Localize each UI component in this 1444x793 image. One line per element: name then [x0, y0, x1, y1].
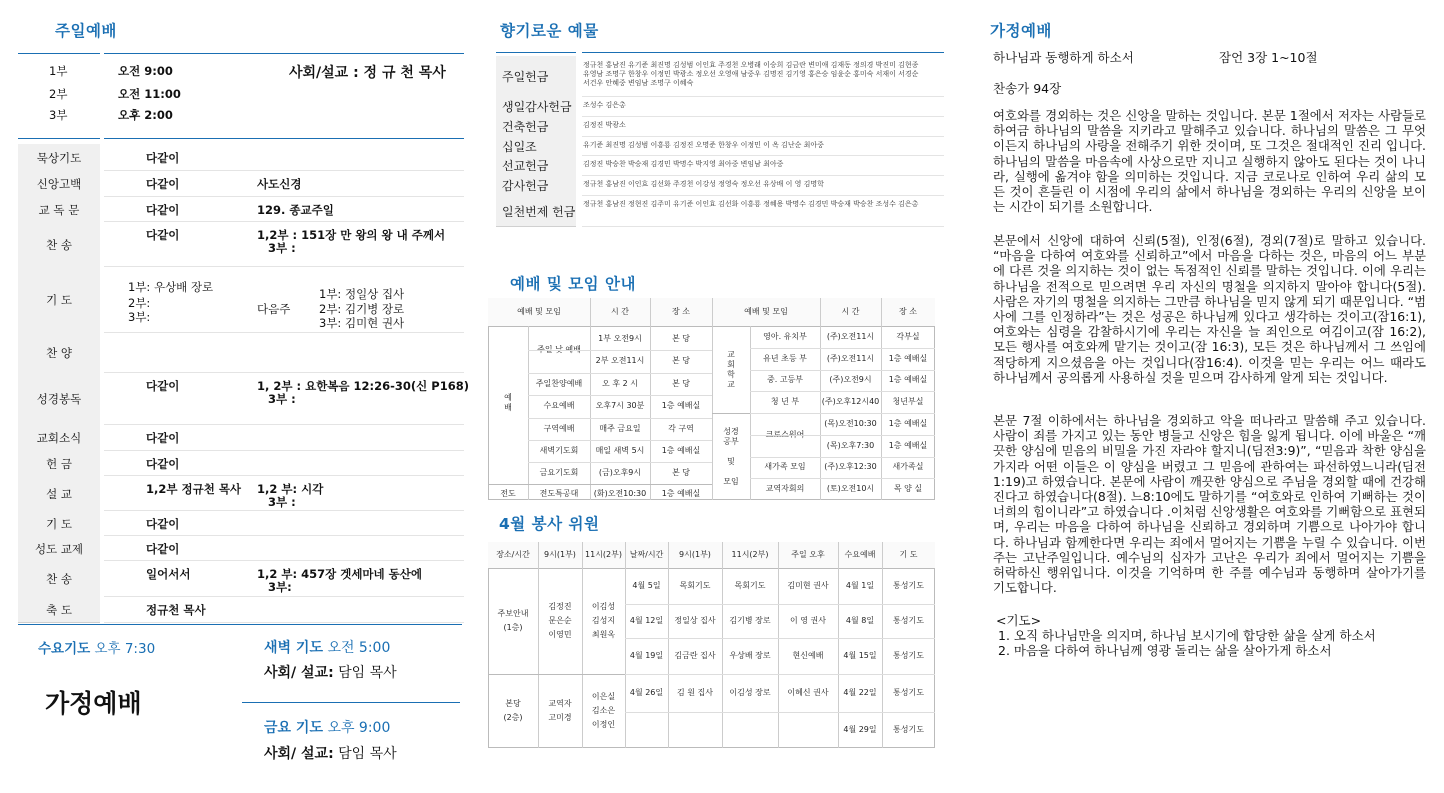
order-item-label: 교 독 문: [38, 202, 80, 217]
schedule-time: 오 후 2 시: [602, 378, 638, 388]
service-cell: 김금란 집사: [674, 651, 716, 660]
friday-prayer-time: 오후 9:00: [327, 720, 391, 736]
offering-label: 십일조: [502, 139, 537, 154]
service-cell: 4월 12일: [629, 616, 664, 625]
schedule-header: 예배 및 모임: [744, 307, 788, 316]
family-worship-title: 가정예배: [990, 22, 1052, 40]
sunday-worship-title: 주일예배: [55, 22, 117, 40]
schedule-time: (목)오전10:30: [824, 418, 877, 428]
schedule-name: 새가족 모임: [764, 462, 806, 472]
offering-title: 향기로운 예물: [500, 22, 599, 40]
order-item-label: 찬 송: [46, 237, 72, 252]
row-divider: [104, 560, 464, 561]
prayer-next-week-2: 2부: 김기병 장로: [319, 302, 405, 316]
row-divider: [104, 510, 464, 511]
wednesday-prayer: [38, 637, 155, 657]
prayer-heading: <기도>: [996, 613, 1042, 628]
schedule-place: 새가족실: [892, 462, 924, 472]
schedule-place: 1층 예배실: [888, 375, 928, 385]
offering-label: 건축헌금: [502, 120, 549, 134]
order-item-label: 기 도: [46, 516, 72, 531]
service-cell: 이김성 장로: [729, 688, 771, 697]
divider: [18, 624, 462, 625]
service-header: 장소/시간: [496, 550, 530, 559]
order-performer: 다같이: [146, 379, 180, 393]
service-group-place: 주보안내 (1층): [497, 609, 529, 632]
order-detail-3rd: 3부 :: [268, 241, 296, 255]
divider: [242, 702, 460, 703]
hymn-number: 찬송가 94장: [993, 81, 1062, 96]
row-divider: [104, 221, 464, 222]
paragraph-1: 여호와를 경외하는 것은 신앙을 말하는 것입니다. 본문 1절에서 저자는 사람들로 하여금 하나님의 말씀을 지키라고 말해주고 있습니다. 하나님의 말씀은 그 무엇이든지 하나님의 사랑을 전해주기 위한 것이며, 또 그것은 절대적인 진리 입니다. 하나님의 말씀을 마음속에 사상으로만 지니고 실행하지 않아도 된다는 것이 나니라, 실행에 옮겨야 함을 의미하는 것입니다. 지금 코로나로 인하여 우리 삶의 모든 것이 흔들린 이 시점에 우리의 삶에서 하나님을 경외하는 우리의 신앙을 보이는 시간이 되기를 소원합니다.: [993, 108, 1426, 215]
row-divider: [528, 373, 712, 374]
row-divider: [582, 136, 944, 137]
service-part: 2부: [49, 87, 68, 101]
order-detail: 1, 2부 : 요한복음 12:26-30(신 P168): [257, 379, 469, 393]
service-cell: 통성기도: [893, 725, 924, 734]
service-header: 9시(1부): [679, 550, 711, 559]
order-performer: 다같이: [146, 431, 180, 445]
offering-label: 일천번제 헌금: [502, 204, 576, 219]
service-cell: 목회기도: [679, 581, 711, 590]
row-divider: [496, 226, 576, 227]
row-divider: [18, 622, 100, 623]
service-cell: 정일상 집사: [674, 616, 716, 625]
row-divider: [104, 424, 464, 425]
row-divider: [104, 266, 464, 267]
schedule-header: 시 간: [841, 307, 860, 316]
service-cell: 4월 5일: [632, 581, 661, 590]
service-cell: 이혜신 권사: [787, 688, 829, 697]
row-divider: [582, 96, 944, 97]
schedule-time: (화)오전10:30: [593, 489, 647, 498]
offering-names: 유기준 최진명 김성범 이흥룡 김정진 오명준 한창우 이정민 이 옥 김난순 최아중: [583, 141, 824, 149]
service-cell: 통성기도: [893, 651, 924, 660]
row-divider: [104, 372, 464, 373]
service-header: 수요예배: [844, 550, 876, 559]
offering-names: 김정진 박승찬 박승재 김경민 박명수 박지영 최아중 변임남 최아중: [583, 160, 784, 168]
row-divider: [104, 450, 464, 451]
schedule-place: 각 구역: [668, 423, 694, 433]
service-cell: 김 원 집사: [677, 688, 713, 697]
schedule-name: 영아. 유치부: [763, 331, 807, 341]
service-cell: 4월 26일: [629, 688, 664, 697]
order-item-label: 축 도: [46, 603, 72, 617]
order-detail: 1,2부 : 151장 만 왕의 왕 내 주께서: [257, 228, 446, 242]
schedule-time: (주)오전11시: [826, 353, 875, 363]
dawn-prayer-time: 오전 5:00: [327, 640, 391, 656]
row-divider: [582, 155, 944, 156]
schedule-time: 1부 오전9시: [598, 334, 642, 343]
order-item-label: 신앙고백: [36, 177, 82, 191]
dawn-host: [264, 662, 397, 682]
order-detail: 129. 종교주일: [257, 203, 334, 217]
order-performer: 다같이: [146, 177, 180, 191]
prayer-this-week-1: 1부: 우상배 장로: [128, 280, 214, 294]
service-time: 오전 11:00: [118, 87, 181, 101]
schedule-time: (금)오후9시: [598, 468, 642, 478]
schedule-place: 1층 예배실: [888, 418, 928, 428]
schedule-name: 유년 초등 부: [763, 353, 807, 363]
service-cell: 4월 15일: [843, 651, 877, 660]
service-header: 날짜/시간: [629, 550, 664, 559]
service-header: 주일 오후: [791, 550, 825, 559]
order-performer: 다같이: [146, 542, 180, 556]
row-divider: [104, 622, 464, 623]
schedule-name: 크로스워어: [765, 429, 805, 439]
service-cell: 4월 29일: [843, 725, 877, 734]
order-performer: 다같이: [146, 517, 180, 531]
next-week-label: 다음주: [257, 302, 291, 316]
row-divider: [528, 462, 712, 463]
prayer-item-1: 1. 오직 하나님만을 의지며, 하나님 보시기에 합당한 삶을 살게 하소서: [998, 628, 1376, 643]
row-divider: [104, 170, 464, 171]
offering-names: 정규천 홍남진 유기준 최진명 김성범 이인효 주경천 오병래 이승희 김금란 변미애 김재동 정의경 박진미 김현종 유영남 조명구 한창우 이정민 박광소 정오선 오영애 남중우 김명진 김기영 홍은승 임윤순 홍미숙 서재이 서경순 서건우 안혜중 변임남 조명구 이혜숙: [583, 61, 919, 87]
order-item-label: 헌 금: [46, 456, 72, 471]
order-performer: 1,2부 정규천 목사: [146, 482, 242, 496]
order-item-label: 찬 양: [46, 346, 72, 360]
row-divider: [582, 195, 944, 196]
schedule-time: (주)오전9시: [829, 375, 872, 385]
service-time: 오전 9:00: [118, 64, 173, 78]
order-performer: 일어서서: [146, 567, 191, 581]
order-item-label: 성도 교제: [34, 541, 84, 556]
scripture-reference: 잠언 3장 1~10절: [1219, 50, 1318, 65]
schedule-name: 주일 낮 예배: [537, 345, 581, 354]
service-group-9am: 교역자 고미경: [548, 699, 572, 722]
schedule-place: 각부실: [896, 331, 920, 341]
service-cell: 통성기도: [893, 581, 924, 590]
service-cell: 김미현 권사: [787, 581, 829, 590]
schedule-place: 목 양 실: [893, 484, 923, 494]
wednesday-prayer-time: 오후 7:30: [94, 641, 156, 657]
order-performer: 정규천 목사: [146, 603, 206, 617]
offering-label: 주일헌금: [502, 70, 549, 84]
schedule-header: 시 간: [611, 307, 629, 316]
order-detail: 1,2 부: 시각: [257, 482, 324, 496]
schedule-time: 2부 오전11시: [595, 356, 645, 366]
order-detail-3rd: 3부:: [268, 580, 292, 594]
schedule-name: 청 년 부: [770, 397, 800, 407]
order-performer: 다같이: [146, 203, 180, 217]
row-divider: [104, 475, 464, 476]
schedule-time: (토)오전10시: [826, 484, 875, 494]
divider: [496, 52, 576, 53]
row-divider: [528, 350, 712, 351]
service-header: 기 도: [899, 550, 918, 559]
divider: [582, 52, 944, 53]
offering-names: 정규천 홍남진 이인효 김선화 주경천 이강성 정영숙 정오선 유상배 이 영 김명학: [583, 180, 824, 188]
prayer-this-week-3: 3부:: [128, 310, 151, 324]
order-item-label: 기 도: [46, 293, 72, 307]
prayer-next-week-3: 3부: 김미현 권사: [319, 316, 405, 330]
order-detail: 사도신경: [257, 177, 302, 191]
schedule-time: (주)오후12시40: [821, 397, 880, 407]
schedule-place: 1층 예배실: [661, 489, 701, 498]
row-divider: [582, 226, 944, 227]
dawn-host-label: 사회/ 설교:: [264, 665, 334, 681]
sermon-title: 하나님과 동행하게 하소서: [993, 50, 1134, 65]
service-group-9am: 김정진 문은순 이영민: [548, 602, 572, 639]
schedule-header: 장 소: [899, 307, 917, 316]
schedule-group-study: 성경 공부 및 모임: [723, 426, 739, 486]
divider: [18, 53, 100, 54]
friday-prayer-label: 금요 기도: [264, 720, 323, 736]
schedule-place: 본 당: [672, 356, 690, 366]
service-group-place: 본당 (2층): [503, 699, 523, 722]
offering-names: 정규천 홍남진 정현진 김주미 유기준 이인효 김선화 이흥룡 정혜용 박명수 김경민 박승재 박승찬 조성수 김은총: [583, 200, 919, 208]
service-cell: 4월 8일: [845, 616, 875, 625]
row-divider: [582, 116, 944, 117]
row-divider: [104, 196, 464, 197]
order-item-label: 설 교: [46, 486, 72, 501]
friday-host: [264, 743, 397, 763]
order-detail-3rd: 3부 :: [268, 495, 296, 509]
service-cell: 목회기도: [734, 581, 766, 590]
dawn-host-name: 담임 목사: [338, 665, 397, 681]
schedule-place: 1층 예배실: [888, 353, 928, 363]
prayer-item-2: 2. 마음을 다하여 하나님께 영광 돌리는 삶을 살아가게 하소서: [998, 643, 1332, 658]
schedule-time: 오후7시 30분: [595, 401, 645, 411]
order-detail: 1,2 부: 457장 겟세마네 동산에: [257, 567, 422, 581]
schedule-place: 본 당: [672, 468, 690, 478]
host-preacher: 사회/설교 : 정 규 천 목사: [289, 65, 446, 81]
schedule-time: 매일 새벽 5시: [595, 446, 645, 455]
schedule-name: 주일찬양예배: [535, 378, 583, 388]
offering-label: 생일감사헌금: [502, 100, 572, 114]
row-divider: [528, 440, 712, 441]
service-cell: 이 영 권사: [790, 616, 826, 625]
order-item-label: 성경봉독: [36, 392, 82, 406]
row-divider: [104, 535, 464, 536]
row-divider: [104, 332, 464, 333]
schedule-place: 본 당: [672, 378, 690, 388]
dawn-prayer: [264, 637, 390, 657]
order-detail-3rd: 3부 :: [268, 392, 296, 406]
schedule-name: 수요예배: [543, 401, 575, 411]
family-worship-heading: 가정예배: [45, 689, 142, 718]
schedule-time: (목)오후7:30: [826, 440, 875, 450]
order-performer: 다같이: [146, 151, 180, 165]
friday-prayer: [264, 717, 390, 737]
schedule-place: 청년부실: [892, 397, 924, 407]
service-header: 9시(1부): [544, 550, 576, 559]
offering-names: 김정진 박광소: [583, 121, 626, 129]
service-time: 오후 2:00: [118, 108, 173, 122]
schedule-title: 예배 및 모임 안내: [510, 275, 637, 293]
service-cell: 현신예배: [792, 651, 824, 660]
dawn-prayer-label: 새벽 기도: [264, 640, 323, 656]
offering-label: 감사헌금: [502, 179, 549, 193]
service-cell: 통성기도: [893, 688, 924, 697]
schedule-place: 1층 예배실: [661, 446, 701, 455]
service-cell: 4월 22일: [843, 688, 877, 697]
friday-host-name: 담임 목사: [338, 746, 397, 762]
schedule-group-evangelism: 전도: [500, 489, 516, 498]
offering-label: 선교헌금: [502, 159, 549, 173]
service-header: 11시(2부): [731, 550, 769, 559]
schedule-place: 본 당: [672, 334, 690, 343]
service-group-11am: 이은실 김소은 이정인: [591, 692, 616, 729]
schedule-name: 전도특공대: [539, 489, 579, 498]
schedule-name: 금요기도회: [539, 468, 579, 478]
divider: [18, 138, 100, 139]
schedule-name: 구역예배: [543, 423, 575, 433]
order-item-label: 묵상기도: [36, 151, 82, 165]
schedule-name: 중. 고등부: [767, 375, 803, 385]
offering-names: 조성수 김은총: [583, 101, 626, 109]
row-divider: [528, 418, 712, 419]
schedule-name: 새벽기도회: [539, 446, 579, 455]
friday-host-label: 사회/ 설교:: [264, 746, 334, 762]
schedule-time: 매주 금요일: [599, 423, 641, 433]
service-header: 11시(2부): [585, 550, 622, 559]
divider: [104, 138, 464, 139]
service-cell: 통성기도: [893, 616, 924, 625]
divider: [104, 53, 464, 54]
schedule-name: 교역자회의: [765, 484, 805, 494]
service-group-11am: 이김성 김성지 최원옥: [591, 602, 616, 639]
service-committee-title: 4월 봉사 위원: [499, 515, 600, 533]
schedule-header: 예배 및 모임: [517, 307, 561, 316]
schedule-group-worship: 예 배: [504, 393, 512, 412]
service-cell: 4월 19일: [629, 651, 664, 660]
paragraph-2: 본문에서 신앙에 대하여 신뢰(5절), 인정(6절), 경외(7절)로 말하고 있습니다. “마음을 다하여 여호와를 신뢰하고”에서 마음을 다하는 것은, 마음의 어느 부분에 다른 것을 의지하는 것이 없는 독점적인 신뢰를 말하는 것입니다. 이에 우리는 하나님을 전적으로 믿으려면 우리 자신의 명철을 의지하지 말아야 합니다(5절). 사람은 자기의 명철을 의지하는 그만큼 하나님을 믿지 않게 되기 때문입니다. “범사에 그를 인정하라”는 것은 성공은 하나님께 있다고 생각하는 것이고(잠16:1), 여호와는 심령을 감찰하시기에 우리는 자신을 늘 죄인으로 여김이고(잠 16:2), 모든 행사를 여호와께 맡기는 것이고(잠 16:3), 모든 것은 하나님께서 그 쓰임에 적당하게 지으셨음을 아는 것입니다(잠16:4). 이것을 믿는 우리는 어느 때라도 하나님께서 공의롭게 사용하실 것을 믿으며 감사하게 알게 되는 것입니다.: [993, 233, 1426, 385]
prayer-this-week-2: 2부:: [128, 296, 151, 310]
schedule-time: (주)오전11시: [826, 331, 875, 341]
order-item-label: 찬 송: [46, 572, 72, 586]
schedule-group-school: 교 회 학 교: [727, 349, 735, 389]
schedule-place: 1층 예배실: [888, 440, 928, 450]
prayer-next-week-1: 1부: 정일상 집사: [319, 287, 405, 301]
row-divider: [104, 596, 464, 597]
service-cell: 김기병 장로: [729, 616, 771, 625]
schedule-time: (주)오후12:30: [824, 462, 877, 472]
order-performer: 다같이: [146, 228, 180, 242]
order-item-label: 교회소식: [36, 431, 82, 445]
row-divider: [528, 395, 712, 396]
wednesday-prayer-label: 수요기도: [38, 641, 91, 657]
service-cell: 우상배 장로: [729, 651, 771, 660]
paragraph-3: 본문 7절 이하에서는 하나님을 경외하고 악을 떠나라고 말씀해 주고 있습니다. 사람이 죄를 가지고 있는 동안 병들고 신앙은 힘을 잃게 됩니다. 이에 바울은 “깨끗한 양심에 믿음의 비밀을 가진 자라야 할지니(딤전3:9)”, “믿음과 착한 양심을 가지라 어떤 이들은 이 양심을 버렸고 그 믿음에 관하여는 파선하였느니라(딤전 1:19)고 하였습니다. 본문에 사람이 깨끗한 양심으로 주님을 경외할 때에 건강해진다고 하였습니다(8절). 느8:10에도 말하기를 “여호와로 인하여 기뻐하는 것이 너희의 힘이니라”고 하였습니다 .이처럼 신앙생활은 여호와를 기뻐함으로 표현되며, 우리는 마음을 다하여 하나님을 신뢰하고 경외하며 기쁨으로 나아가야 합니다. 하나님과 함께한다면 우리는 죄에서 멀어지는 기쁨을 누릴 수 있습니다. 이번 주는 고난주일입니다. 예수님의 십자가 고난은 우리가 죄에서 멀어지는 기쁨을 허락하신 행위입니다. 이것을 기억하며 한 주를 예수님과 동행하며 살아가기를 기도합니다.: [993, 413, 1426, 596]
service-part: 3부: [49, 108, 68, 122]
service-part: 1부: [49, 64, 68, 78]
schedule-place: 1층 예배실: [661, 401, 701, 411]
service-cell: 4월 1일: [845, 581, 875, 590]
schedule-header: 장 소: [672, 307, 690, 316]
row-divider: [582, 175, 944, 176]
order-performer: 다같이: [146, 457, 180, 471]
